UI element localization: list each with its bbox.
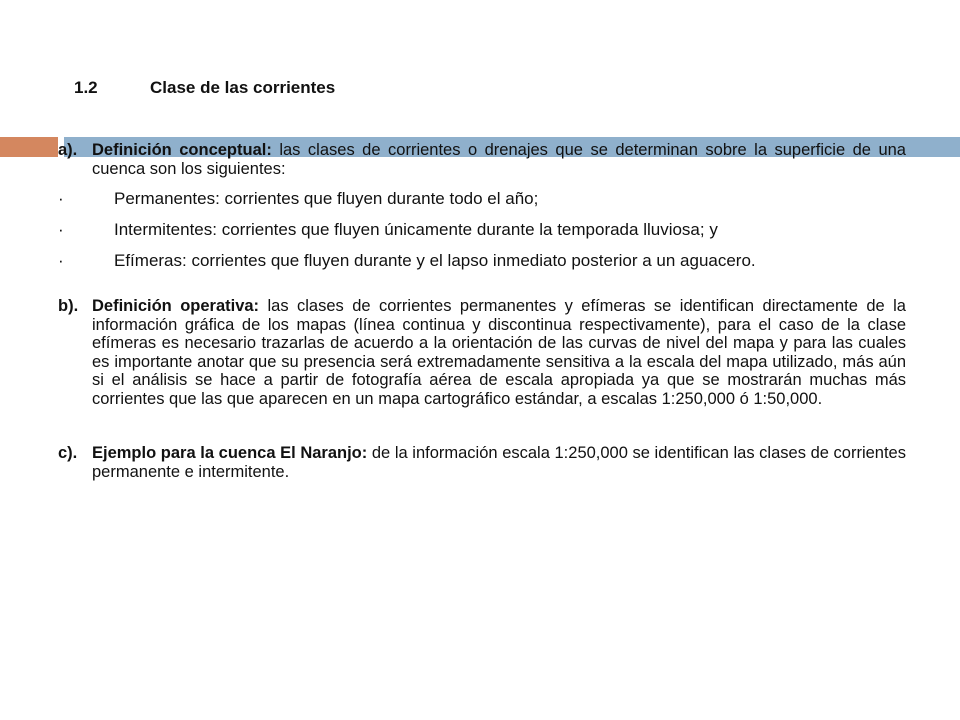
document-body bbox=[58, 141, 906, 481]
section-title: Clase de las corrientes bbox=[150, 78, 336, 97]
bullet-text: Efímeras: corrientes que fluyen durante y el lapso inmediato posterior a un aguacero. bbox=[114, 251, 756, 270]
item-lead-a: Definición conceptual: bbox=[92, 141, 272, 159]
definition-operativa bbox=[58, 297, 906, 408]
item-body-b bbox=[92, 297, 906, 408]
item-body-c bbox=[92, 444, 906, 481]
item-text-c: de la información escala 1:250,000 se identifican las clases de corrientes permanente e intermitente. bbox=[92, 444, 906, 481]
accent-bar-orange bbox=[0, 137, 58, 157]
bullet-marker: · bbox=[58, 220, 64, 239]
bullet-text: Intermitentes: corrientes que fluyen únicamente durante la temporada lluviosa; y bbox=[114, 220, 718, 239]
item-label-b: b). bbox=[58, 297, 79, 315]
item-label-c: c). bbox=[58, 444, 78, 462]
item-lead-c: Ejemplo para la cuenca El Naranjo: bbox=[92, 444, 368, 462]
list-item bbox=[58, 220, 906, 240]
item-body-a bbox=[92, 141, 906, 178]
section-number: 1.2 bbox=[74, 78, 98, 97]
bullet-marker: · bbox=[58, 251, 64, 270]
example-el-naranjo bbox=[58, 444, 906, 481]
item-text-b: las clases de corrientes permanentes y efímeras se identifican directamente de la información gráfica de los mapas (línea continua y discontinua respectivamente), para el caso de la clase efímeras es necesario trazarlas de acuerdo a la orientación de las curvas de nivel del mapa y para las cuales es importante anotar que su presencia será extremadamente sensitiva a la escala del mapa utilizado, más aún si el análisis se hace a partir de fotografía aérea de escala apropiada ya que se mostrarán muchas más corrientes que las que aparecen en un mapa cartográfico estándar, a escalas 1:250,000 ó 1:50,000. bbox=[92, 297, 906, 408]
section-heading bbox=[74, 78, 335, 98]
list-item bbox=[58, 189, 906, 209]
item-lead-b: Definición operativa: bbox=[92, 297, 260, 315]
item-text-a: las clases de corrientes o drenajes que se determinan sobre la superficie de una cuenca son los siguientes: bbox=[92, 141, 906, 178]
definition-conceptual bbox=[58, 141, 906, 178]
item-label-a: a). bbox=[58, 141, 78, 159]
list-item bbox=[58, 251, 906, 271]
bullet-marker: · bbox=[58, 189, 64, 208]
bullet-text: Permanentes: corrientes que fluyen durante todo el año; bbox=[114, 189, 539, 208]
